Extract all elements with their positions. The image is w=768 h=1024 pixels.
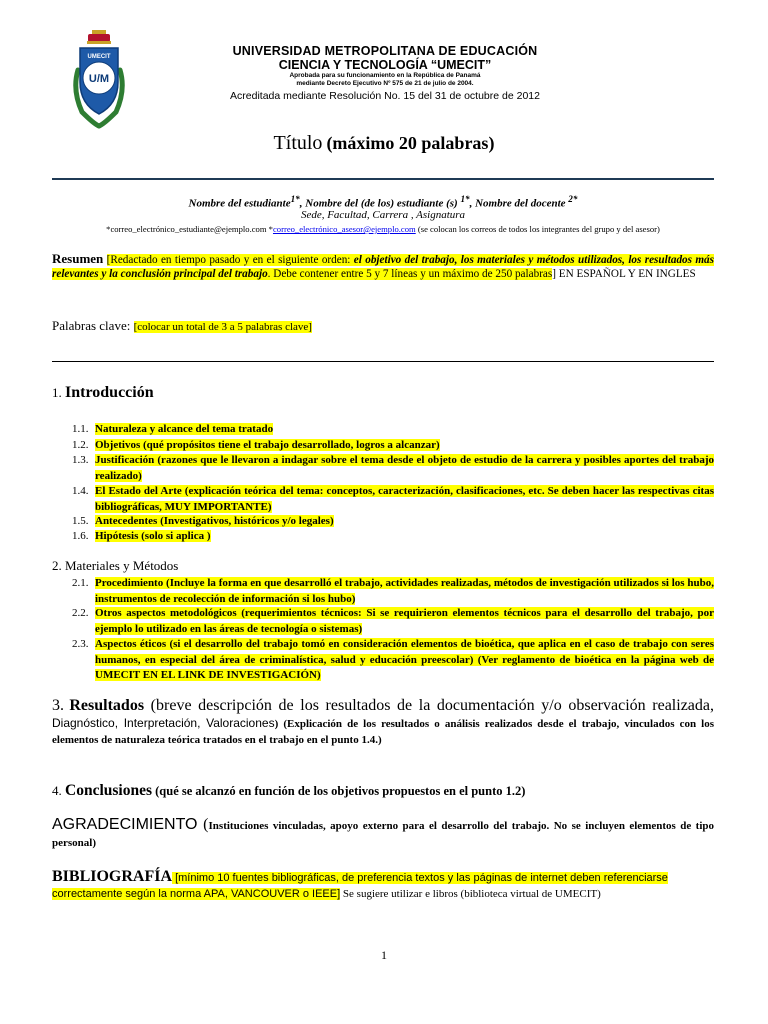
author-teacher: , Nombre del docente <box>469 197 566 210</box>
title-main: Título <box>273 132 323 154</box>
item-text: Antecedentes (Investigativos, históricos y/o legales) <box>95 515 334 527</box>
results-note: ) (Explicación de los resultados o análisis realizados desde el trabajo, vinculados con los elementos de naturaleza teórica tratados en el trabajo en el punto 1.4.) <box>52 718 714 746</box>
acknowledgements-open: ( <box>197 816 209 833</box>
list-item <box>72 453 714 484</box>
item-text: Hipótesis (solo si aplica ) <box>95 530 211 542</box>
university-header <box>180 44 590 103</box>
author-sup: 1* <box>290 194 300 204</box>
keywords-section <box>52 318 714 334</box>
email-advisor-link[interactable]: correo_electrónico_asesor@ejemplo.com <box>272 224 416 234</box>
item-number: 1.3. <box>72 454 89 466</box>
author-sup: 2* <box>568 194 578 204</box>
item-number: 1.2. <box>72 439 89 451</box>
item-number: 2.1. <box>72 577 89 589</box>
methods-heading: 2. Materiales y Métodos <box>52 558 179 573</box>
abstract-label: Resumen <box>52 251 104 266</box>
list-item <box>72 514 714 530</box>
item-text: Naturaleza y alcance del tema tratado <box>95 423 274 435</box>
item-text: Aspectos éticos (si el desarrollo del trabajo tomó en consideración elementos de bioética, que aplica en el caso de trabajo con seres humanos, en especial del área de criminalística, salud y educación preescolar) (Ver reglamento de bioética en la página web de UMECIT EN EL LINK DE INVESTIGACIÓN) <box>95 638 714 681</box>
title-divider <box>52 178 714 180</box>
logo-text: UMECIT <box>87 54 111 60</box>
conclusions-title: Conclusiones <box>65 782 152 799</box>
author-sup: 1* <box>460 194 470 204</box>
keywords-value: [colocar un total de 3 a 5 palabras clave] <box>133 321 312 333</box>
conclusions-description: (qué se alcanzó en función de los objetivos propuestos en el punto 1.2) <box>152 784 526 798</box>
item-number: 1.5. <box>72 515 89 527</box>
affiliation-line: Sede, Facultad, Carrera , Asignatura <box>300 209 466 221</box>
results-heading <box>52 698 714 748</box>
acknowledgements-section <box>52 816 714 852</box>
item-number: 1.4. <box>72 485 89 497</box>
list-item <box>72 438 714 454</box>
approval-line2: mediante Decreto Ejecutivo Nº 575 de 21 de julio de 2004. <box>296 80 474 87</box>
list-item <box>72 576 714 607</box>
item-number: 1.6. <box>72 530 89 542</box>
item-text: Justificación (razones que le llevaron a indagar sobre el tema desde el objeto de estudio de la carrera y posibles aportes del trabajo realizado) <box>95 454 714 482</box>
list-item <box>72 637 714 684</box>
acknowledgements-title: AGRADECIMIENTO <box>52 816 198 833</box>
bibliography-requirements: [mínimo 10 fuentes bibliográficas, de preferencia textos y las páginas de internet deben referenciarse correctamente según la norma APA, VANCOUVER o IEEE] <box>52 872 668 900</box>
email-student: *correo_electrónico_estudiante@ejemplo.com <box>106 224 267 234</box>
results-number: 3. <box>52 697 64 714</box>
author-student: Nombre del estudiante <box>188 197 291 210</box>
author-students: , Nombre del (de los) estudiante (s) <box>299 197 458 210</box>
list-item <box>72 422 714 438</box>
item-number: 2.3. <box>72 638 89 650</box>
umecit-logo <box>68 30 130 130</box>
acknowledgements-description: Instituciones vinculadas, apoyo externo para el desarrollo del trabajo. No se incluyen elementos de tipo personal) <box>52 820 714 849</box>
authors-line <box>52 194 714 210</box>
intro-title: Introducción <box>65 384 154 401</box>
university-name-line1: UNIVERSIDAD METROPOLITANA DE EDUCACIÓN <box>232 44 538 58</box>
conclusions-number: 4. <box>52 783 62 798</box>
item-number: 1.1. <box>72 423 89 435</box>
abstract-order: el objetivo del trabajo, los materiales y métodos utilizados, los resultados más relevantes y la conclusión principal del trabajo <box>52 254 714 280</box>
bibliography-suggestion: Se sugiere utilizar e libros (biblioteca virtual de UMECIT) <box>340 887 601 900</box>
intro-number: 1. <box>52 385 62 400</box>
emails-line <box>52 224 714 234</box>
email-separator: * <box>266 224 273 234</box>
umecit-crest-logo-icon <box>68 30 130 130</box>
item-number: 2.2. <box>72 607 89 619</box>
results-description: (breve descripción de los resultados de la documentación y/o observación realizada, <box>144 697 715 714</box>
item-text: Objetivos (qué propósitos tiene el trabajo desarrollado, logros a alcanzar) <box>95 439 440 451</box>
accreditation-line: Acreditada mediante Resolución No. 15 del 31 de octubre de 2012 <box>230 90 540 102</box>
page-number: 1 <box>381 948 387 962</box>
title-subtitle: (máximo 20 palabras) <box>326 133 495 153</box>
list-item <box>72 606 714 637</box>
bibliography-section <box>52 869 714 902</box>
item-text: El Estado del Arte (explicación teórica del tema: conceptos, caracterización, clasificaciones, etc. Se deben hacer las respectivas citas bibliográficas, MUY IMPORTANTE) <box>95 485 714 513</box>
abstract-language: ] EN ESPAÑOL Y EN INGLES <box>552 267 696 280</box>
email-note: (se colocan los correos de todos los integrantes del grupo y del asesor) <box>415 224 660 234</box>
section-divider <box>52 361 714 362</box>
bibliography-title: BIBLIOGRAFÍA <box>52 868 173 885</box>
intro-heading <box>52 384 154 402</box>
university-name-line2: CIENCIA Y TECNOLOGÍA “UMECIT” <box>278 58 492 72</box>
results-subitems: Diagnóstico, Interpretación, Valoraciones <box>52 716 275 730</box>
item-text: Procedimiento (Incluye la forma en que desarrolló el trabajo, actividades realizadas, métodos de investigación utilizados si los hubo, instrumentos de recolección de información si los hubo) <box>95 577 714 605</box>
paper-title <box>0 132 768 155</box>
keywords-label: Palabras clave: <box>52 318 134 333</box>
approval-line1: Aprobada para su funcionamiento en la República de Panamá <box>289 72 481 79</box>
list-item <box>72 529 714 545</box>
conclusions-heading <box>52 782 525 800</box>
item-text: Otros aspectos metodológicos (requerimientos técnicos: Si se requirieron elementos técnicos para el desarrollo del trabajo, por ejemplo lo utilizado en las áreas de tecnología o sistemas) <box>95 607 714 635</box>
abstract-section <box>52 252 714 281</box>
logo-monogram: U/M <box>88 73 110 85</box>
abstract-instructions: [Redactado en tiempo pasado y en el siguiente orden: <box>106 254 354 266</box>
list-item <box>72 484 714 515</box>
results-title: Resultados <box>69 697 145 714</box>
abstract-length: . Debe contener entre 5 y 7 líneas y un máximo de 250 palabras <box>267 267 553 280</box>
